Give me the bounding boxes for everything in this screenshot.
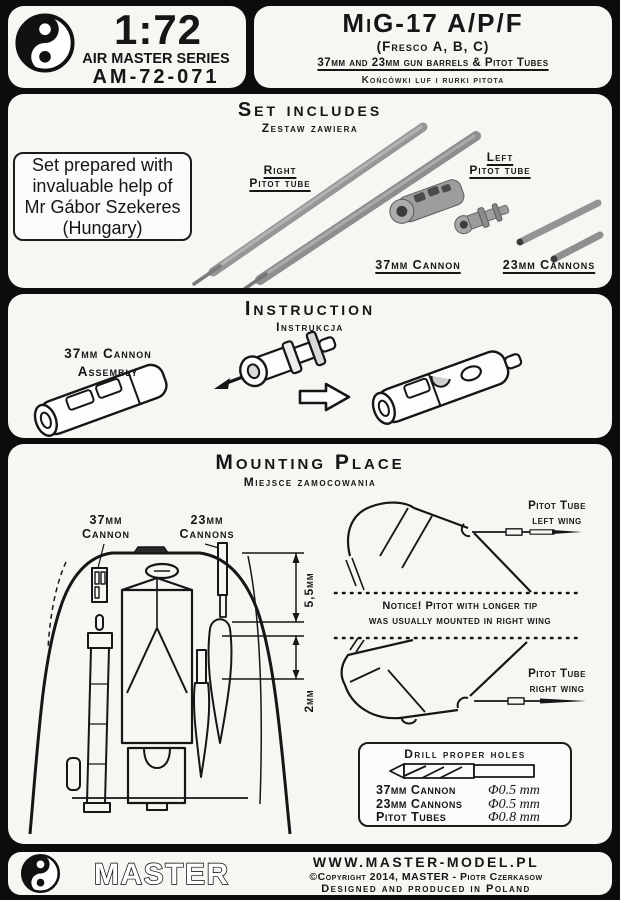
right-pitot-label: Right bbox=[263, 163, 297, 177]
instruction-panel bbox=[8, 294, 612, 438]
drill-row bbox=[376, 797, 562, 811]
assembly-label: Assembly bbox=[77, 364, 139, 379]
scale-label: 1:72 bbox=[113, 6, 203, 53]
credit-line: invaluable help of bbox=[32, 176, 173, 196]
section-title-pl: Miejsce zamocowania bbox=[243, 475, 377, 489]
series-label: AIR MASTER SERIES bbox=[82, 51, 230, 67]
notice-text: Notice! Pitot with longer tip bbox=[382, 600, 538, 612]
set-includes-panel bbox=[8, 94, 612, 288]
footer-bar bbox=[0, 844, 620, 900]
origin-line: Designed and produced in Poland bbox=[321, 883, 531, 895]
drill-row bbox=[376, 810, 562, 824]
left-pitot-label: Left bbox=[486, 150, 514, 164]
pitot-right-wing-label: Pitot Tube bbox=[528, 668, 586, 680]
drill-diameter: Φ0.5 mm bbox=[488, 796, 540, 812]
cannon-37-label: 37mm Cannon bbox=[375, 258, 461, 272]
master-wordmark bbox=[92, 855, 252, 893]
cannon-23-label: 23mm bbox=[190, 513, 224, 527]
pitot-right-wing-label: right wing bbox=[529, 683, 585, 695]
cannon-23-label: 23mm Cannons bbox=[502, 258, 596, 272]
brand-name: MASTER bbox=[94, 858, 230, 891]
credit-line: (Hungary) bbox=[62, 218, 143, 238]
credit-line: Mr Gábor Szekeres bbox=[24, 197, 181, 217]
drill-diameter: Φ0.8 mm bbox=[488, 810, 540, 825]
product-code: AM-72-071 bbox=[92, 66, 220, 88]
drill-row bbox=[376, 783, 562, 797]
mounting-place-panel bbox=[8, 444, 612, 844]
dimension-2mm: 2mm bbox=[302, 689, 316, 713]
drill-bit-icon bbox=[388, 761, 538, 781]
website-url: WWW.MASTER-MODEL.PL bbox=[312, 854, 540, 870]
drill-holes-box bbox=[358, 742, 572, 827]
section-title: Set includes bbox=[237, 99, 383, 121]
section-title-pl: Zestaw zawiera bbox=[261, 121, 359, 135]
cannon-37-label: 37mm bbox=[89, 513, 123, 527]
header-brand-panel bbox=[8, 6, 246, 88]
footer-box bbox=[8, 852, 612, 895]
drill-box-title: Drill proper holes bbox=[404, 747, 526, 761]
pitot-left-wing-label: Pitot Tube bbox=[528, 500, 586, 512]
assembly-label: 37mm Cannon bbox=[64, 346, 152, 361]
kit-description-pl: Końcówki luf i rurki pitota bbox=[361, 75, 505, 86]
drill-item: Pitot Tubes bbox=[376, 810, 447, 824]
copyright-line: ©Copyright 2014, MASTER - Piotr Czerkasow bbox=[309, 871, 543, 883]
section-title: Instruction bbox=[244, 298, 376, 320]
kit-title: MiG-17 A/P/F bbox=[342, 8, 524, 38]
cannon-23-label: Cannons bbox=[179, 527, 235, 541]
drill-item: 37mm Cannon bbox=[376, 783, 456, 797]
master-logo-icon bbox=[14, 12, 76, 74]
dimension-5-5mm: 5,5mm bbox=[302, 572, 316, 608]
drill-diameter: Φ0.5 mm bbox=[488, 783, 540, 798]
pitot-left-wing-label: left wing bbox=[532, 515, 582, 527]
notice-text: was usually mounted in right wing bbox=[368, 615, 552, 627]
drill-item: 23mm Cannons bbox=[376, 796, 463, 811]
drill-table bbox=[376, 783, 562, 824]
section-title-pl: Instrukcja bbox=[276, 320, 344, 334]
section-title: Mounting Place bbox=[215, 451, 405, 474]
left-pitot-label: Pitot tube bbox=[469, 163, 531, 177]
kit-description: 37mm and 23mm gun barrels & Pitot Tubes bbox=[317, 57, 549, 69]
header-title-panel bbox=[254, 6, 612, 88]
right-pitot-label: Pitot tube bbox=[249, 176, 311, 190]
credit-note-box bbox=[13, 152, 192, 241]
kit-variant: (Fresco A, B, C) bbox=[376, 39, 490, 54]
credit-line: Set prepared with bbox=[31, 155, 174, 175]
master-logo-icon bbox=[20, 853, 61, 894]
cannon-37-label: Cannon bbox=[81, 527, 131, 541]
